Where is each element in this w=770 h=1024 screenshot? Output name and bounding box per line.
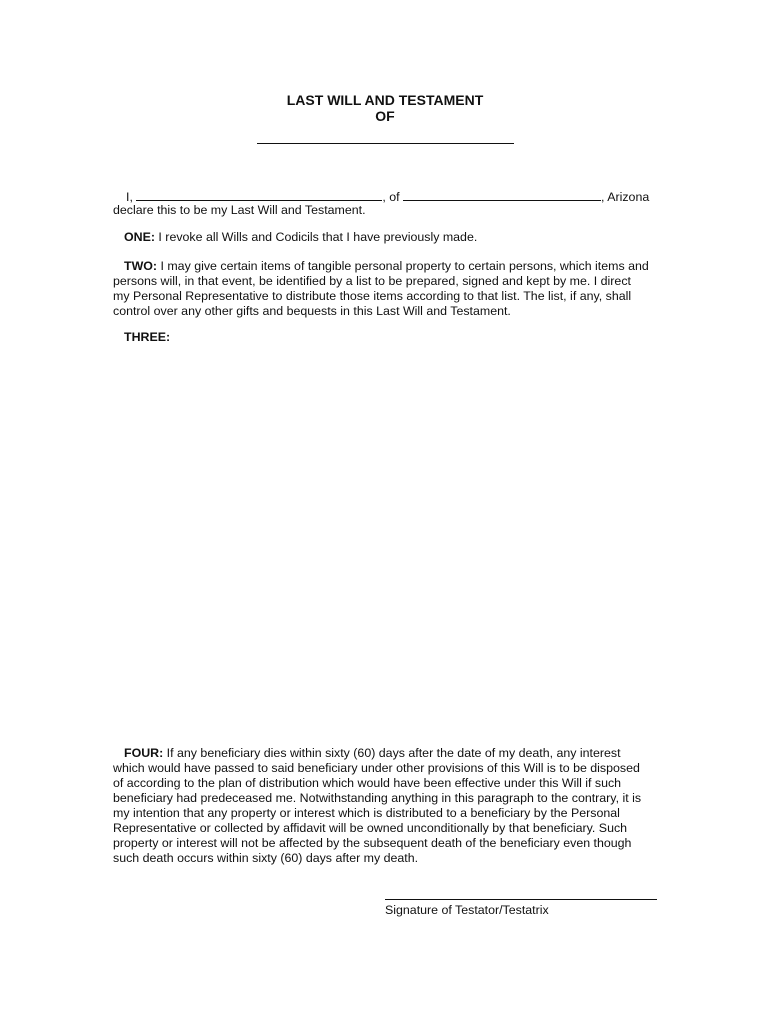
article-two	[113, 259, 658, 319]
city-blank[interactable]	[403, 188, 601, 201]
article-four-line: which would have passed to said beneficiary under other provisions of this Will is to be disposed	[113, 761, 640, 775]
article-four	[113, 746, 658, 866]
article-two-line: TWO: I may give certain items of tangible personal property to certain persons, which items and	[124, 259, 649, 273]
name-blank[interactable]	[136, 188, 382, 201]
article-four-line: FOUR: If any beneficiary dies within sixty (60) days after the date of my death, any interest	[124, 746, 621, 760]
article-two-line: my Personal Representative to distribute those items according to that list. The list, if any, shall	[113, 289, 632, 303]
article-four-line: Representative or collected by affidavit will be owned unconditionally by that beneficiary. Such	[113, 821, 628, 835]
article-three	[124, 330, 170, 345]
article-two-label: TWO:	[124, 259, 158, 273]
article-four-label: FOUR:	[124, 746, 164, 760]
article-four-line: beneficiary had predeceased me. Notwithstanding anything in this paragraph to the contrary, it is	[113, 791, 642, 805]
document-title: LAST WILL AND TESTAMENT	[286, 92, 484, 108]
article-four-line: my intention that any property or interest which is distributed to a beneficiary by the Personal	[113, 806, 620, 820]
article-two-line: control over any other gifts and bequests in this Last Will and Testament.	[113, 304, 511, 318]
article-four-line: of according to the plan of distribution which would have been effective under this Will if such	[113, 776, 622, 790]
article-four-line: property or interest will not be affected by the subsequent death of the beneficiary even though	[113, 836, 632, 850]
signature-label: Signature of Testator/Testatrix	[385, 903, 549, 917]
article-one	[124, 230, 477, 245]
signature-line[interactable]	[385, 899, 657, 900]
article-one-label: ONE:	[124, 230, 155, 244]
intro-state: , Arizona	[601, 190, 650, 204]
article-four-line: such death occurs within sixty (60) days after my death.	[113, 851, 419, 865]
intro-declaration: declare this to be my Last Will and Testament.	[113, 203, 366, 217]
testator-name-blank[interactable]	[257, 143, 514, 144]
intro-of: , of	[382, 190, 400, 204]
article-one-text: I revoke all Wills and Codicils that I have previously made.	[154, 230, 478, 244]
article-three-label: THREE:	[124, 330, 171, 344]
intro-prefix: I,	[126, 190, 133, 204]
article-two-line: persons will, in that event, be identified by a list to be prepared, signed and kept by me. I direct	[113, 274, 631, 288]
document-title-of: OF	[375, 108, 395, 124]
